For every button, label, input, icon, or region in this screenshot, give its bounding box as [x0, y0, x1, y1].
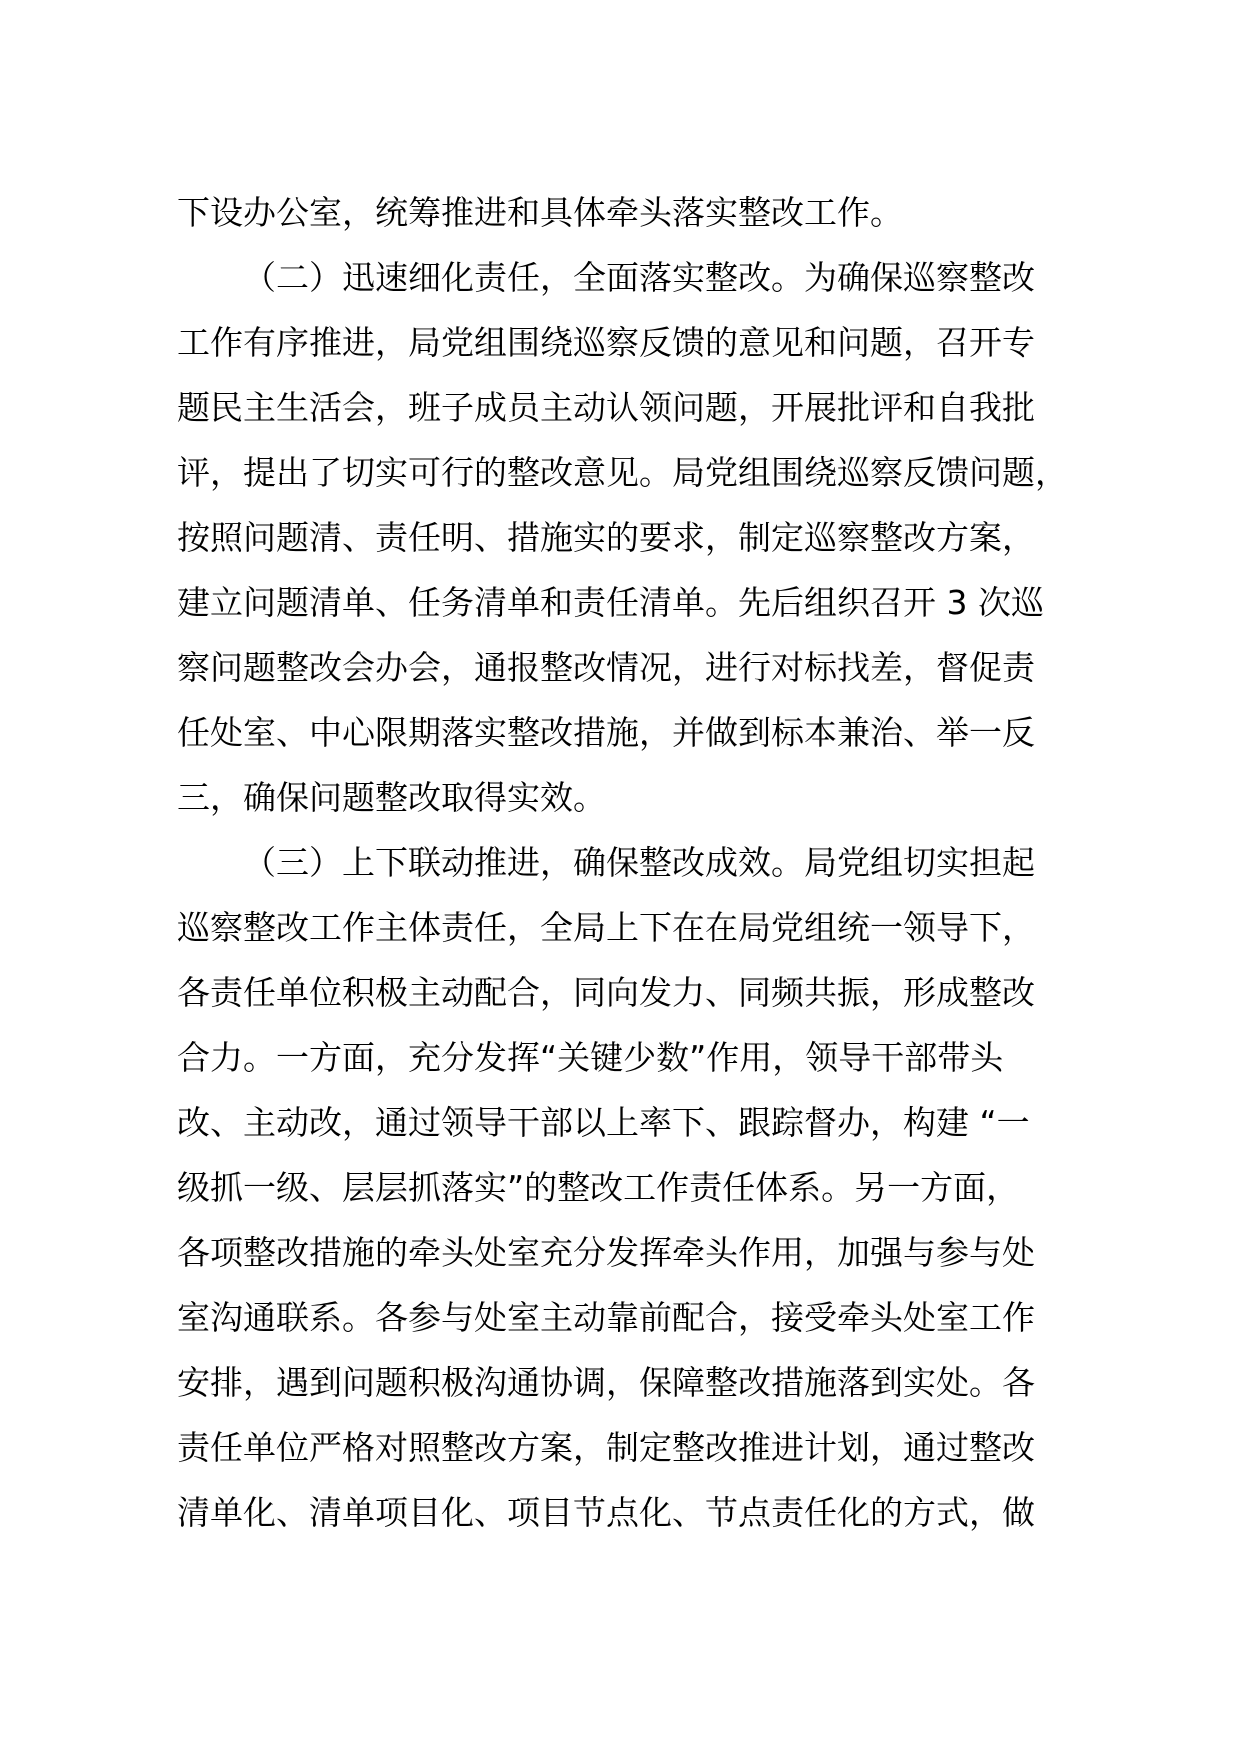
text-line: 合力。一方面，充分发挥“关键少数”作用，领导干部带头	[177, 1038, 1004, 1077]
text-line: 察问题整改会办会，通报整改情况，进行对标找差，督促责	[177, 648, 1035, 687]
text-line: 各责任单位积极主动配合，同向发力、同频共振，形成整改	[177, 973, 1035, 1012]
body-text	[177, 180, 1087, 1545]
text-line: 建立问题清单、任务清单和责任清单。先后组织召开 3 次巡	[177, 583, 1044, 622]
paragraph-heading-line: （三）上下联动推进，确保整改成效。局党组切实担起	[243, 843, 1035, 882]
text-line: 任处室、中心限期落实整改措施，并做到标本兼治、举一反	[177, 713, 1035, 752]
text-line: 改、主动改，通过领导干部以上率下、跟踪督办，构建 “一	[177, 1103, 1030, 1142]
text-line: 清单化、清单项目化、项目节点化、节点责任化的方式，做	[177, 1493, 1035, 1532]
text-line: 级抓一级、层层抓落实”的整改工作责任体系。另一方面，	[177, 1168, 1020, 1207]
text-line: 室沟通联系。各参与处室主动靠前配合，接受牵头处室工作	[177, 1298, 1035, 1337]
text-line: 评，提出了切实可行的整改意见。局党组围绕巡察反馈问题，	[177, 453, 1068, 492]
text-line: 工作有序推进，局党组围绕巡察反馈的意见和问题，召开专	[177, 323, 1035, 362]
text-line: 题民主生活会，班子成员主动认领问题，开展批评和自我批	[177, 388, 1035, 427]
text-line: 按照问题清、责任明、措施实的要求，制定巡察整改方案，	[177, 518, 1035, 557]
text-line: 各项整改措施的牵头处室充分发挥牵头作用，加强与参与处	[177, 1233, 1035, 1272]
text-line: 安排，遇到问题积极沟通协调，保障整改措施落到实处。各	[177, 1363, 1035, 1402]
text-line: 巡察整改工作主体责任，全局上下在在局党组统一领导下，	[177, 908, 1035, 947]
paragraph-heading-line: （二）迅速细化责任，全面落实整改。为确保巡察整改	[243, 258, 1035, 297]
text-line: 下设办公室，统筹推进和具体牵头落实整改工作。	[177, 193, 903, 232]
text-line: 责任单位严格对照整改方案，制定整改推进计划，通过整改	[177, 1428, 1035, 1467]
text-line: 三，确保问题整改取得实效。	[177, 778, 606, 817]
